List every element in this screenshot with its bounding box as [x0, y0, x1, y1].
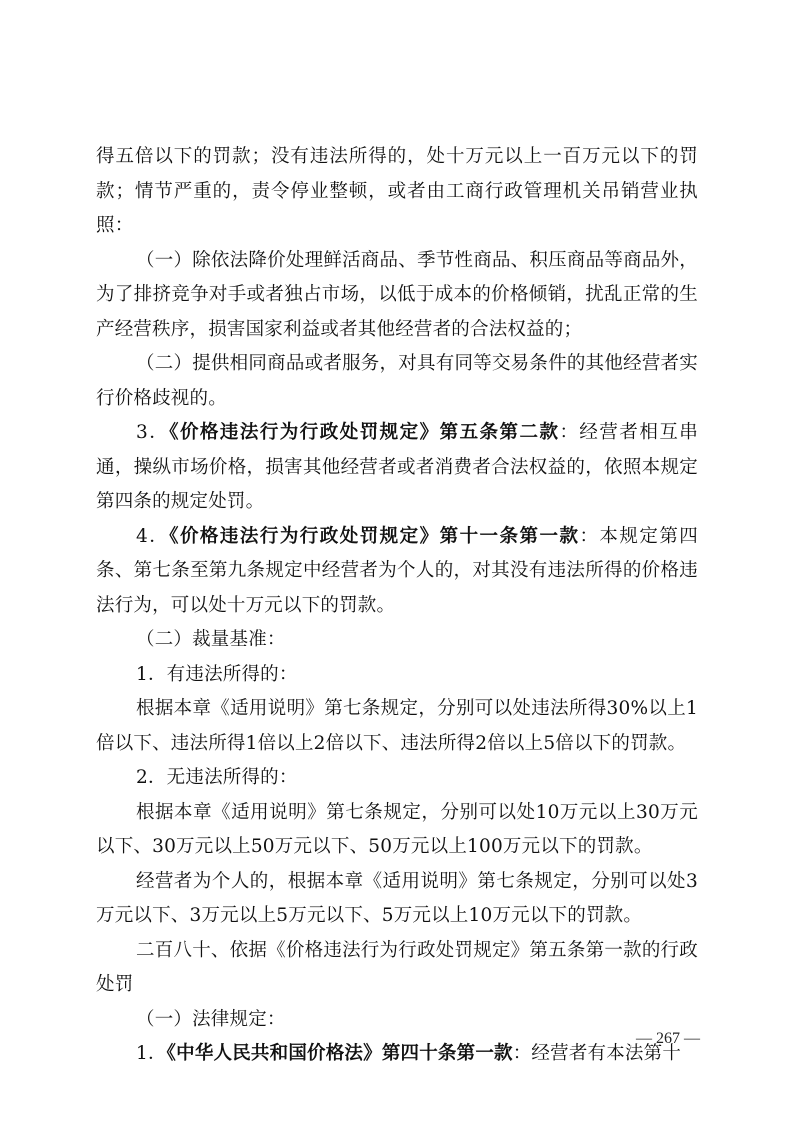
- subheading-without-illegal-gains: 2．无违法所得的：: [136, 767, 298, 788]
- list-number: 4．: [136, 525, 170, 547]
- list-number: 3．: [136, 422, 170, 443]
- regulation-citation: 《价格违法行为行政处罚规定》第十一条第一款: [169, 525, 580, 547]
- law-citation: 《中华人民共和国价格法》第四十条第一款: [166, 1043, 513, 1064]
- page-number: — 267 —: [636, 1030, 700, 1047]
- item-heading-280: 二百八十、依据《价格违法行为行政处罚规定》第五条第一款的行政处罚: [96, 939, 698, 995]
- paragraph-article-11-1: [96, 520, 698, 624]
- section-heading-discretion-standard: （二）裁量基准：: [136, 629, 286, 650]
- paragraph-article-5-2: [96, 416, 698, 520]
- subheading-with-illegal-gains: 1．有违法所得的：: [136, 663, 298, 685]
- list-number: 1．: [136, 1043, 167, 1064]
- paragraph-individual-fine-ranges: 经营者为个人的，根据本章《适用说明》第七条规定，分别可以处3万元以下、3万元以上5万元以下、5万元以上10万元以下的罚款。: [96, 870, 698, 926]
- section-heading-legal-provisions: （一）法律规定：: [136, 1008, 286, 1030]
- law-text: ：经营者有本法第十: [512, 1043, 682, 1064]
- paragraph-gains-fine-ranges: 根据本章《适用说明》第七条规定，分别可以处违法所得30%以上1倍以下、违法所得1倍以上2倍以下、违法所得2倍以上5倍以下的罚款。: [96, 698, 698, 754]
- regulation-citation: 《价格违法行为行政处罚规定》第五条第二款: [169, 422, 560, 443]
- paragraph-no-gains-fine-ranges: 根据本章《适用说明》第七条规定，分别可以处10万元以上30万元以下、30万元以上50万元以下、50万元以上100万元以下的罚款。: [96, 801, 698, 857]
- paragraph-item-one: （一）除依法降价处理鲜活商品、季节性商品、积压商品等商品外，为了排挤竞争对手或者独占市场，以低于成本的价格倾销，扰乱正常的生产经营秩序，损害国家利益或者其他经营者的合法权益的；: [96, 249, 698, 340]
- regulation-text: ：经营者相互串通，操纵市场价格，损害其他经营者或者消费者合法权益的，依照本规定第四条的规定处罚。: [96, 422, 698, 512]
- paragraph-item-two: （二）提供相同商品或者服务，对具有同等交易条件的其他经营者实行价格歧视的。: [96, 353, 698, 409]
- document-body: [96, 140, 698, 1072]
- regulation-text: ：本规定第四条、第七条至第九条规定中经营者为个人的，对其没有违法所得的价格违法行为，可以处十万元以下的罚款。: [96, 525, 699, 616]
- paragraph-penalty-continuation: 得五倍以下的罚款；没有违法所得的，处十万元以上一百万元以下的罚款；情节严重的，责令停业整顿，或者由工商行政管理机关吊销营业执照：: [96, 146, 698, 236]
